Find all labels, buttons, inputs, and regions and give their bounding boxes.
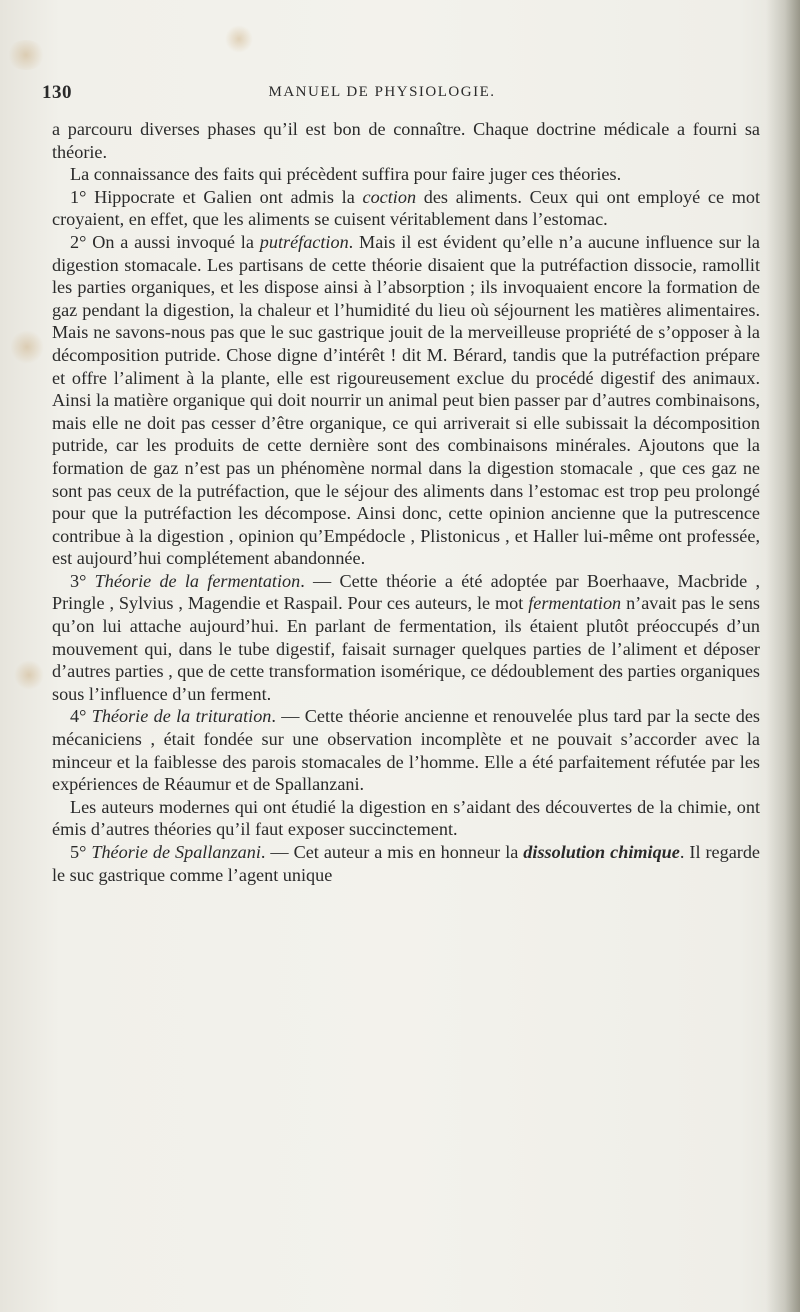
paragraph: 2° On a aussi invoqué la putréfaction. Mais il est évident qu’elle n’a aucune influence sur la digestion stomacale. Les partisans de cette théorie disaient que la putréfaction dissocie, ramollit les parties organiques, et les dispose ainsi à l’absorption ; ils invoquaient encore la formation de gaz pendant la digestion, la chaleur et l’humidité du lieu où séjournent les matières alimentaires. Mais ne savons-nous pas que le suc gastrique jouit de la merveilleuse propriété de s’opposer à la décomposition putride. Chose digne d’intérêt ! dit M. Bérard, tandis que la putréfaction prépare et offre l’aliment à la plante, elle est rigoureusement exclue du procédé digestif des animaux. Ainsi la matière organique qui doit nourrir un animal peut bien passer par d’autres combinaisons, mais elle ne doit pas cesser d’être organique, ce qui arriverait si elle subissait la décomposition putride, car les produits de cette dernière sont des combinaisons minérales. Ajoutons que la formation de gaz n’est pas un phénomène normal dans la digestion stomacale , que ces gaz ne sont pas ceux de la putréfaction, que le séjour des aliments dans l’estomac est trop peu prolongé pour que la putréfaction les décompose. Ainsi donc, cette opinion ancienne que la putrescence contribue à la digestion , opinion qu’Empédocle , Plistonicus , et Haller lui-même ont professée, est aujourd’hui complétement abandonnée. (52, 231, 760, 569)
page-header (42, 82, 762, 108)
page-edge-shadow (766, 0, 800, 1312)
paragraph: a parcouru diverses phases qu’il est bon de connaître. Chaque doctrine médicale a fourni sa théorie. (52, 119, 760, 162)
paragraph: 4° Théorie de la trituration. — Cette théorie ancienne et renouvelée plus tard par la secte des mécaniciens , était fondée sur une observation incomplète et ne pouvait s’accorder avec la minceur et la faiblesse des parois stomacales de l’homme. Elle a été parfaitement réfutée par les expériences de Réaumur et de Spallanzani. (52, 706, 761, 795)
section-heading: Théorie de Spallanzani (91, 842, 261, 862)
paragraph: 1° Hippocrate et Galien ont admis la coction des aliments. Ceux qui ont employé ce mot croyaient, en effet, que les aliments se cuisent véritablement dans l’estomac. (52, 186, 761, 230)
foxing-stain (225, 25, 253, 53)
paragraph: 5° Théorie de Spallanzani. — Cet auteur a mis en honneur la dissolution chimique. Il regarde le suc gastrique comme l’agent unique (52, 842, 760, 885)
foxing-stain (10, 330, 44, 364)
emphasis: fermentation (528, 593, 622, 614)
section-heading: Théorie de la trituration (91, 706, 272, 727)
paragraph: Les auteurs modernes qui ont étudié la digestion en s’aidant des découvertes de la chimie, ont émis d’autres théories qu’il faut exposer succinctement. (52, 796, 760, 840)
paragraph: 3° Théorie de la fermentation. — Cette théorie a été adoptée par Boerhaave, Macbride , Pringle , Sylvius , Magendie et Raspail. Pour ces auteurs, le mot fermentation n’avait pas le sens qu’on lui attache aujourd’hui. En parlant de fermentation, ils étaient plutôt préoccupés d’un mouvement qui, dans le tube digestif, faisait surnager quelques parties de l’aliment et déposer d’autres parties , que de cette transformation isomérique, ce dédoublement des parties organiques sous l’influence d’un ferment. (52, 570, 760, 704)
emphasis: dissolution chimique (523, 842, 680, 862)
running-head: MANUEL DE PHYSIOLOGIE. (268, 84, 496, 100)
section-heading: Théorie de la fermentation (94, 570, 301, 591)
foxing-stain (14, 660, 44, 690)
foxing-stain (6, 40, 46, 70)
emphasis: coction (362, 186, 417, 207)
paragraph: La connaissance des faits qui précèdent suffira pour faire juger ces théories. (70, 164, 622, 185)
body-text (52, 118, 760, 886)
emphasis: putréfaction (259, 231, 349, 252)
page-number: 130 (42, 82, 72, 103)
